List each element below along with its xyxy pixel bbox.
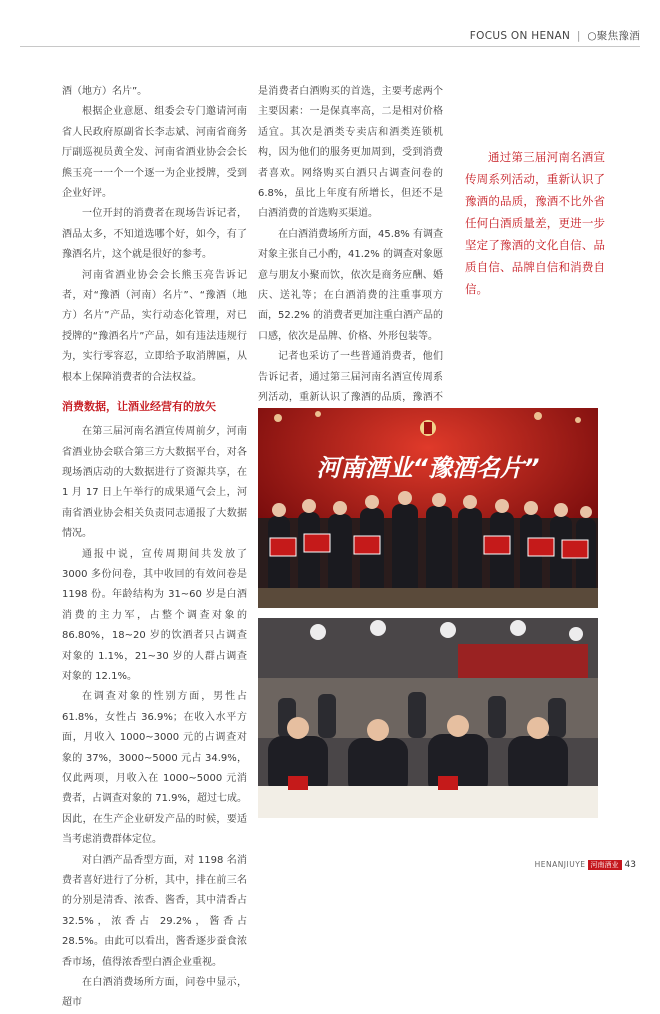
running-header	[470, 28, 640, 43]
page-footer	[535, 860, 636, 870]
paragraph: 在白酒消费场所方面，45.8% 有调查对象主张自己小酌，41.2% 的调查对象愿意与朋友小聚而饮，依次是商务应酬、婚庆、送礼等；在白酒消费的注重事项方面，52.2% 的消费者更加注重白酒产品的口感，依次是品牌、价格、外形包装等。	[258, 228, 443, 342]
paragraph: 酒（地方）名片”。	[62, 86, 148, 97]
ceremony-illustration	[258, 408, 598, 608]
banner-text: 河南酒业“豫酒名片”	[316, 454, 540, 482]
audience-photo	[258, 618, 598, 818]
audience-illustration	[258, 618, 598, 818]
paragraph: 在第三届河南名酒宣传周前夕，河南省酒业协会联合第三方大数据平台，对各现场酒店动的大数据进行了资源共享，在 1 月 17 日上午举行的成果通气会上，河南省酒业协会相关负责同志通报了大数据情况。	[62, 426, 247, 540]
paragraph: 通报中说，宣传周期间共发放了 3000 多份问卷，其中收回的有效问卷是 1198 份。年龄结构为 31~60 岁是白酒消费的主力军，占整个调查对象的 86.80%，18~20 岁的饮酒者只占调查对象的 1.1%，21~30 岁的人群占调查对象的 12.1%。	[62, 548, 247, 682]
paragraph: 在白酒消费场所方面，问卷中显示，超市	[62, 977, 247, 1009]
pull-quote: 通过第三届河南名酒宣传周系列活动，重新认识了豫酒的品质，豫酒不比外省任何白酒质量差，更进一步坚定了豫酒的文化自信、品质自信、品牌自信和消费自信。	[465, 150, 605, 296]
text-column-left	[62, 82, 247, 1014]
paragraph: 对白酒产品香型方面，对 1198 名消费者喜好进行了分析，其中，排在前三名的分别是清香、浓香、酱香，其中清香占 32.5%，浓香占 29.2%，酱香占 28.5%。由此可以看出，酱香逐步蚕食浓香市场，值得浓香型白酒企业重视。	[62, 854, 247, 968]
award-ceremony-photo	[258, 408, 598, 608]
header-title-cn: ○聚焦豫酒	[587, 30, 640, 42]
paragraph: 一位开封的消费者在现场告诉记者，酒品太多，不知道选哪个好，如今，有了豫酒名片，这个就是很好的参考。	[62, 208, 247, 261]
magazine-badge: 河南酒业	[588, 860, 622, 870]
page-number: 43	[624, 860, 636, 870]
page-header	[0, 0, 660, 60]
paragraph: 是消费者白酒购买的首选，主要考虑两个主要因素：一是保真率高，二是相对价格适宜。其次是酒类专卖店和酒类连锁机构，因为他们的服务更加周到，受到消费者喜欢。网络购买白酒只占调查问卷的 6.8%，虽比上年度有所增长，但还不是白酒消费的首选购买渠道。	[258, 86, 443, 220]
paragraph: 记者也采访了一些普通消费者，他们告诉记者，通过第三届河南名酒宣传周系列活动，重新认识了豫酒的品质，豫酒不	[258, 351, 443, 404]
paragraph: 在调查对象的性别方面，男性占 61.8%，女性占 36.9%；在收入水平方面，月收入 1000~3000 元的占调查对象的 37%，3000~5000 元占 34.9%，仅此两项，月收入在 1000~5000 元消费者，占调查对象的 71.9%，超过七成。因此，在生产企业研发产品的时候，要适当考虑消费群体定位。	[62, 691, 247, 846]
magazine-name: HENANJIUYE	[534, 860, 586, 869]
header-title-en: FOCUS ON HENAN	[469, 30, 571, 42]
paragraph: 根据企业意愿、组委会专门邀请河南省人民政府原副省长李志斌、河南省商务厅副巡视员黄全发、河南省酒业协会会长熊玉亮一一个一个逐一为企业授牌，受到企业好评。	[62, 106, 247, 200]
header-separator: |	[576, 30, 581, 42]
section-heading: 消费数据，让酒业经营有的放矢	[62, 400, 216, 414]
header-rule	[20, 46, 640, 47]
ceremony-logo	[420, 420, 436, 436]
paragraph: 河南省酒业协会会长熊玉亮告诉记者，对“豫酒（河南）名片”、“豫酒（地方）名片”产品，实行动态化管理，对已授牌的“豫酒名片”产品，如有违法违规行为，实行零容忍，立即给予取消牌匾，从根本上保障消费者的合法权益。	[62, 269, 247, 383]
